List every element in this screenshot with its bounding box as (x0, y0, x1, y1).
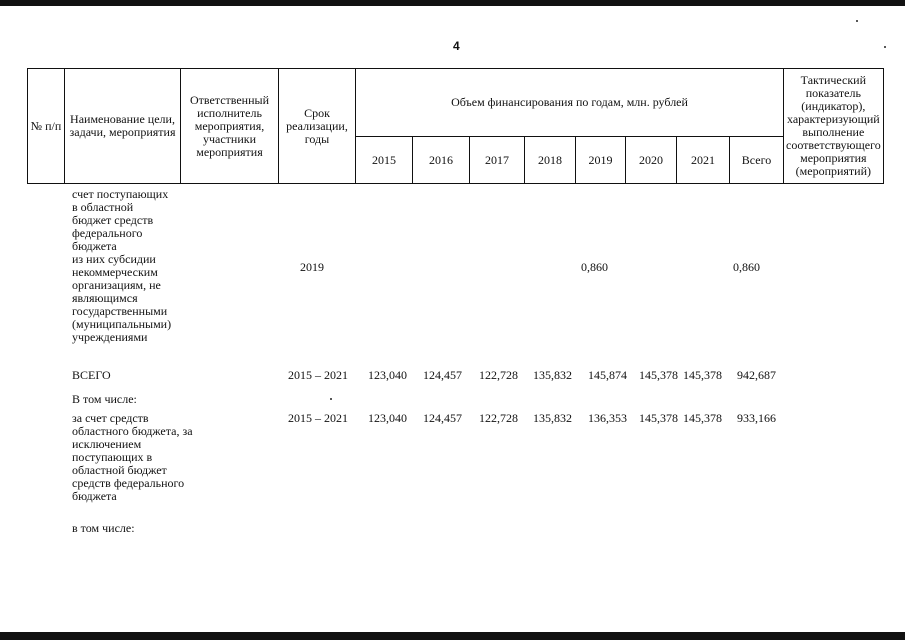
row-name: ВСЕГО (72, 368, 111, 382)
cell-value: 123,040 (368, 411, 407, 425)
header-term: Срок реализации, годы (279, 69, 356, 184)
header-year: 2016 (413, 137, 470, 184)
header-name: Наименование цели, задачи, мероприятия (65, 69, 181, 184)
row-name: в том числе: (72, 521, 135, 535)
row-name: В том числе: (72, 392, 137, 406)
cell-value: 145,874 (588, 368, 627, 382)
cell-value: 0,860 (581, 260, 608, 274)
cell-total: 0,860 (733, 260, 760, 274)
page-number: 4 (453, 39, 460, 53)
cell-value: 145,378 (683, 368, 722, 382)
header-year: 2021 (677, 137, 730, 184)
cell-value: 145,378 (639, 368, 678, 382)
cell-value: 122,728 (479, 368, 518, 382)
cell-value: 135,832 (533, 411, 572, 425)
cell-value: 135,832 (533, 368, 572, 382)
header-year: 2020 (626, 137, 677, 184)
header-total: Всего (730, 137, 784, 184)
row-term: 2019 (300, 260, 324, 274)
cell-value: 122,728 (479, 411, 518, 425)
header-num: № п/п (28, 69, 65, 184)
cell-total: 933,166 (737, 411, 776, 425)
cell-value: 145,378 (639, 411, 678, 425)
cell-value: 123,040 (368, 368, 407, 382)
header-year: 2015 (356, 137, 413, 184)
header-year: 2017 (470, 137, 525, 184)
header-executor: Ответственный исполнитель мероприятия, участники мероприятия (181, 69, 279, 184)
row-name: счет поступающих в областной бюджет средств федерального бюджета из них субсидии некоммерческим организациям, не являющимся государственными (муниципальными) учреждениями (72, 187, 172, 344)
cell-value: 136,353 (588, 411, 627, 425)
row-name: за счет средств областного бюджета, за исключением поступающих в областной бюджет средств федерального бюджета (72, 411, 193, 503)
cell-value: 124,457 (423, 411, 462, 425)
header-year: 2018 (525, 137, 576, 184)
cell-value: 145,378 (683, 411, 722, 425)
row-term: 2015 – 2021 (288, 411, 348, 425)
row-term: 2015 – 2021 (288, 368, 348, 382)
header-funding: Объем финансирования по годам, млн. рублей (356, 69, 784, 137)
cell-value: 124,457 (423, 368, 462, 382)
header-year: 2019 (576, 137, 626, 184)
header-indicator: Тактический показатель (индикатор), характеризующий выполнение соответствующего мероприятия (мероприятий) (784, 69, 884, 184)
cell-total: 942,687 (737, 368, 776, 382)
scan-bottom-border (0, 632, 905, 640)
